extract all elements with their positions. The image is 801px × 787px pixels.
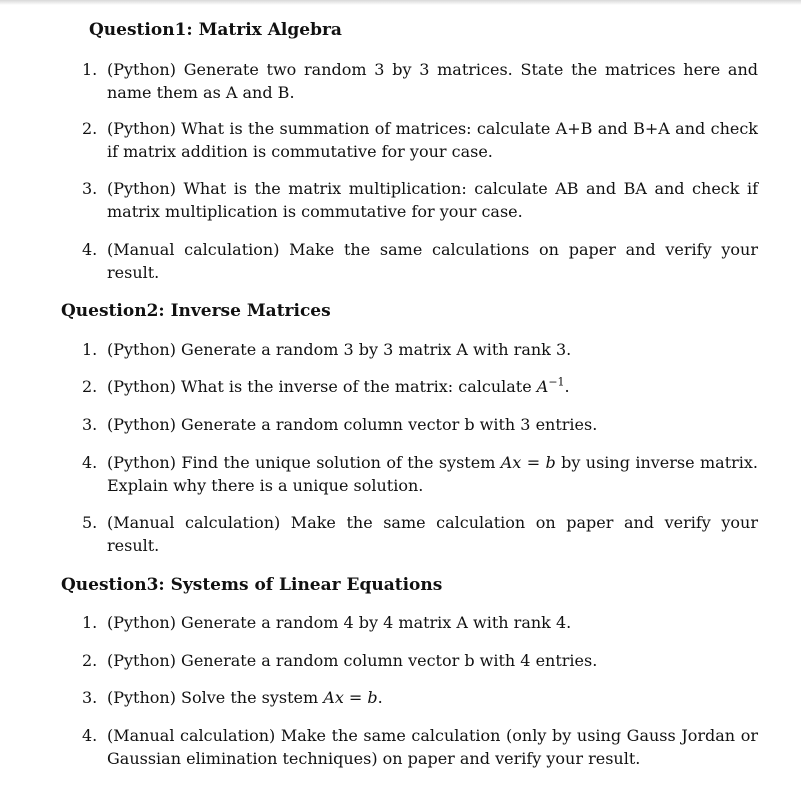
section-heading-question3: Question3: Systems of Linear Equations [61, 575, 443, 595]
item-text: (Python) Generate a random 3 by 3 matrix A with rank 3. [107, 340, 572, 359]
list-item [82, 117, 758, 163]
item-text: (Manual calculation) Make the same calculation (only by using Gauss Jordan or Gaussian elimination techniques) on paper and verify your result. [107, 726, 758, 768]
item-text: (Manual calculation) Make the same calculation on paper and verify your result. [107, 513, 758, 555]
item-text: (Python) Generate a random column vector b with 3 entries. [107, 415, 598, 434]
section-heading-question1: Question1: Matrix Algebra [89, 20, 342, 40]
item-text: (Python) Generate a random column vector b with 4 entries. [107, 651, 598, 670]
item-text [107, 375, 758, 398]
item-text: (Python) What is the summation of matrices: calculate A+B and B+A and check if matrix addition is commutative for your case. [107, 119, 758, 161]
list-item [82, 724, 758, 770]
list-item [82, 58, 758, 104]
item-number: 3. [82, 415, 98, 434]
item-text-pre: (Python) Find the unique solution of the system [107, 453, 501, 472]
item-number: 1. [82, 60, 98, 79]
item-text-pre: (Python) Solve the system [107, 688, 324, 707]
item-text [107, 451, 758, 497]
item-number: 4. [82, 453, 98, 472]
math-superscript: −1 [548, 375, 565, 389]
item-number: 4. [82, 726, 98, 745]
list-item [82, 649, 758, 672]
item-text-pre: (Python) What is the inverse of the matrix: calculate [107, 377, 537, 396]
item-number: 5. [82, 513, 98, 532]
item-number: 3. [82, 688, 98, 707]
list-item [82, 686, 758, 709]
list-item [82, 338, 758, 361]
item-number: 3. [82, 179, 98, 198]
item-number: 1. [82, 613, 98, 632]
list-item [82, 451, 758, 497]
item-text: (Python) Generate two random 3 by 3 matrices. State the matrices here and name them as A and B. [107, 60, 758, 102]
section-heading-question2: Question2: Inverse Matrices [61, 301, 331, 321]
list-item [82, 238, 758, 284]
item-text-post: by using inverse matrix. Explain why there is a unique solution. [107, 453, 759, 495]
item-text-post: . [564, 377, 570, 396]
item-number: 4. [82, 240, 98, 259]
list-item [82, 375, 758, 398]
item-text: (Manual calculation) Make the same calculations on paper and verify your result. [107, 240, 758, 282]
math-expression: Ax = b [500, 453, 556, 472]
top-shadow [0, 0, 801, 5]
item-text: (Python) What is the matrix multiplication: calculate AB and BA and check if matrix multiplication is commutative for your case. [107, 179, 758, 221]
item-text: (Python) Generate a random 4 by 4 matrix A with rank 4. [107, 613, 572, 632]
list-item [82, 177, 758, 223]
item-text-post: . [377, 688, 383, 707]
list-item [82, 511, 758, 557]
item-number: 2. [82, 651, 98, 670]
item-number: 2. [82, 377, 98, 396]
item-number: 2. [82, 119, 98, 138]
item-number: 1. [82, 340, 98, 359]
math-expression: A [536, 377, 549, 396]
math-expression: Ax = b [323, 688, 378, 707]
item-text [107, 686, 758, 709]
list-item [82, 413, 758, 436]
list-item [82, 611, 758, 634]
